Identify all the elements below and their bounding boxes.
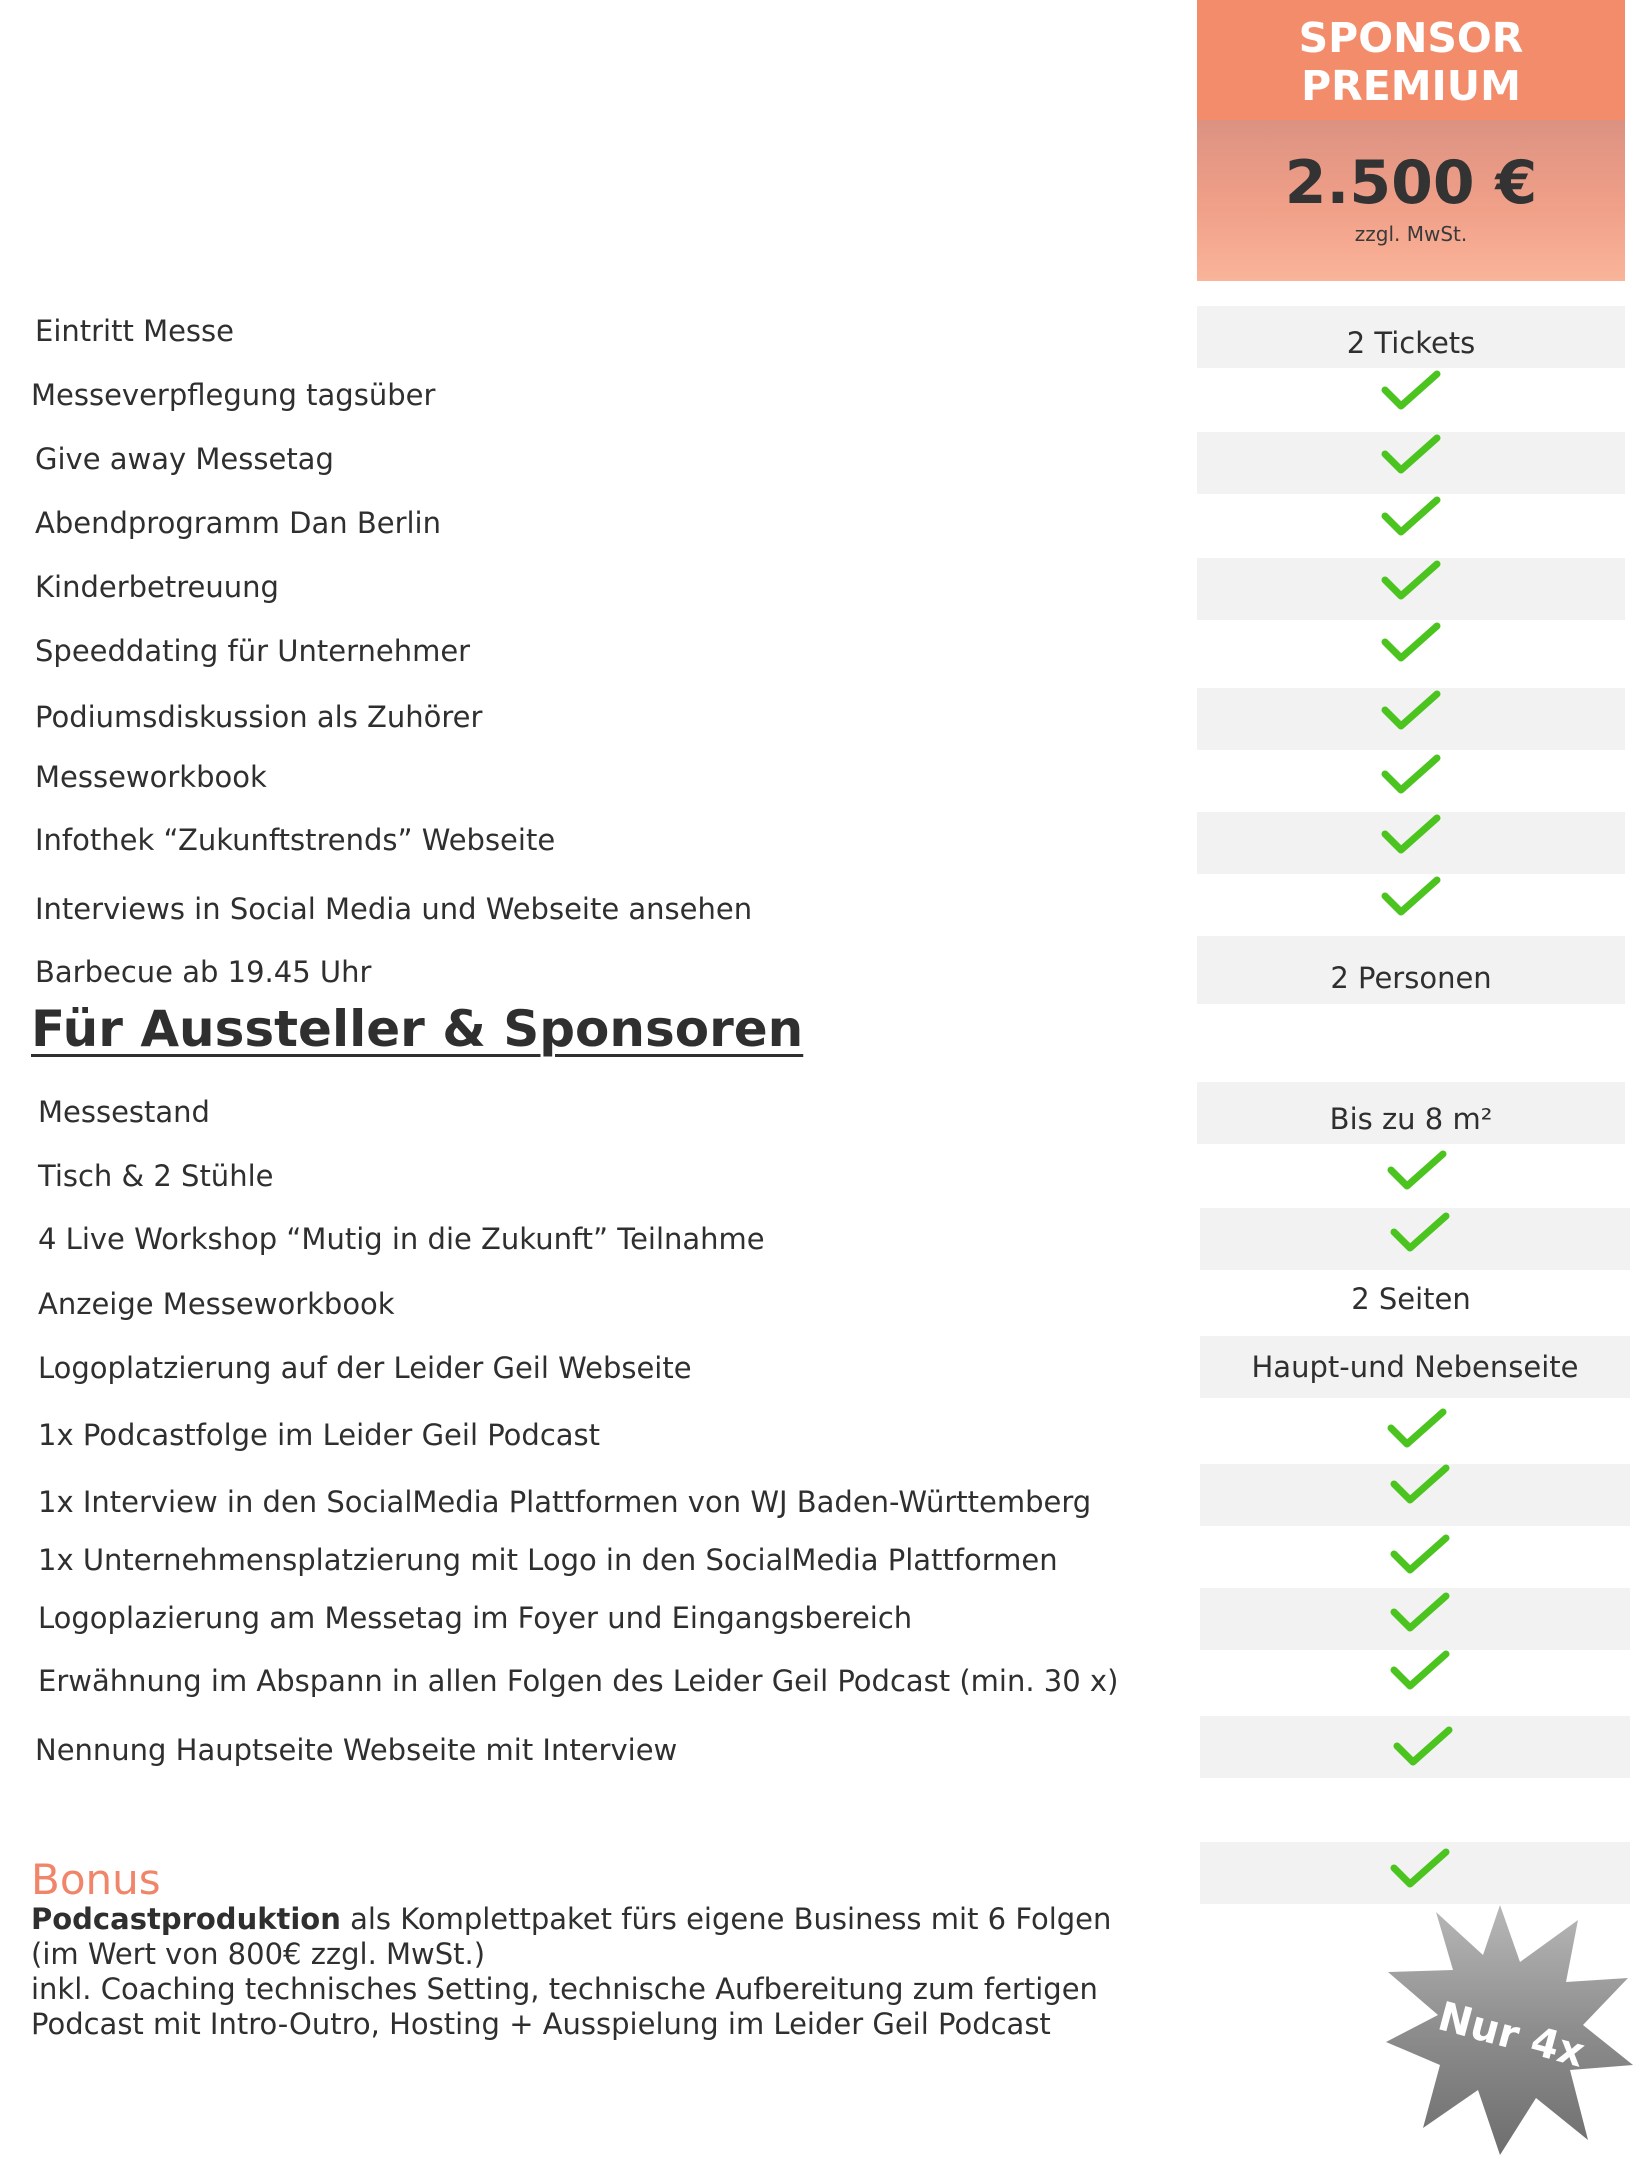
row-value-text: Haupt-und Nebenseite — [1251, 1350, 1579, 1384]
plan-price-note: zzgl. MwSt. — [1354, 222, 1468, 246]
check-icon — [1381, 690, 1441, 732]
bonus-line-1-rest: als Komplettpaket fürs eigene Business mit 6 Folgen — [340, 1902, 1112, 1936]
row-value-text: Bis zu 8 m² — [1329, 1102, 1493, 1136]
row-value-cell — [1197, 688, 1625, 750]
row-label: Logoplazierung am Messetag im Foyer und Eingangsbereich — [38, 1601, 913, 1635]
row-value-cell — [1197, 432, 1625, 494]
row-value-cell — [1200, 1464, 1630, 1526]
check-icon — [1381, 754, 1441, 796]
check-icon — [1381, 814, 1441, 856]
plan-price: 2.500 € — [1284, 148, 1538, 218]
row-value-text: 2 Tickets — [1346, 326, 1476, 360]
row-label: 1x Interview in den SocialMedia Plattformen von WJ Baden-Württemberg — [38, 1485, 1092, 1519]
row-label: Messeworkbook — [35, 760, 267, 794]
row-label: Nennung Hauptseite Webseite mit Interview — [35, 1733, 678, 1767]
row-label: Give away Messetag — [35, 442, 334, 476]
check-icon — [1381, 560, 1441, 602]
check-icon — [1381, 622, 1441, 664]
row-value-cell — [1197, 306, 1625, 368]
row-label: Abendprogramm Dan Berlin — [35, 506, 441, 540]
bonus-line-4: Podcast mit Intro-Outro, Hosting + Ausspielung im Leider Geil Podcast — [31, 2007, 1051, 2041]
row-value-cell — [1197, 1270, 1625, 1332]
row-label: Tisch & 2 Stühle — [38, 1159, 274, 1193]
row-value-cell — [1200, 1716, 1630, 1778]
check-icon — [1390, 1650, 1450, 1692]
row-value-cell — [1197, 750, 1625, 812]
check-icon — [1393, 1726, 1453, 1768]
bonus-title: Bonus — [31, 1855, 161, 1904]
row-value-cell — [1197, 1526, 1625, 1588]
row-label: Logoplatzierung auf der Leider Geil Webseite — [38, 1351, 692, 1385]
row-label: Eintritt Messe — [35, 314, 234, 348]
check-icon — [1381, 434, 1441, 476]
bonus-line-2: (im Wert von 800€ zzgl. MwSt.) — [31, 1937, 486, 1971]
row-label: Podiumsdiskussion als Zuhörer — [35, 700, 483, 734]
row-value-text: 2 Personen — [1330, 961, 1492, 995]
row-value-cell — [1197, 620, 1625, 682]
check-icon — [1387, 1408, 1447, 1450]
row-label: Interviews in Social Media und Webseite ansehen — [35, 892, 753, 926]
row-value-cell — [1197, 1082, 1625, 1144]
row-label: Messestand — [38, 1095, 210, 1129]
row-label: Messeverpflegung tagsüber — [31, 378, 436, 412]
row-label: Kinderbetreuung — [35, 570, 279, 604]
check-icon — [1381, 496, 1441, 538]
row-label: Speeddating für Unternehmer — [35, 634, 471, 668]
check-icon — [1390, 1592, 1450, 1634]
row-value-cell — [1197, 812, 1625, 874]
bonus-line-3: inkl. Coaching technisches Setting, technische Aufbereitung zum fertigen — [31, 1972, 1098, 2006]
row-value-cell — [1200, 1336, 1630, 1398]
check-icon — [1381, 370, 1441, 412]
bonus-description — [31, 1902, 1171, 2042]
limited-offer-badge — [1378, 1890, 1638, 2160]
check-icon — [1390, 1212, 1450, 1254]
row-value-cell — [1197, 1400, 1625, 1462]
badge-text: Nur 4x — [1433, 1993, 1590, 2077]
row-value-cell — [1200, 1208, 1630, 1270]
row-value-cell — [1197, 936, 1625, 1004]
row-value-cell — [1197, 1648, 1625, 1710]
row-label: 1x Podcastfolge im Leider Geil Podcast — [38, 1418, 601, 1452]
row-value-cell — [1200, 1588, 1630, 1650]
row-value-text: 2 Seiten — [1351, 1282, 1471, 1316]
check-icon — [1390, 1534, 1450, 1576]
bonus-highlight: Podcastproduktion — [31, 1902, 341, 1936]
plan-name-line1: SPONSOR — [1298, 14, 1524, 62]
plan-name — [1197, 14, 1625, 110]
row-label: Erwähnung im Abspann in allen Folgen des Leider Geil Podcast (min. 30 x) — [38, 1664, 1119, 1698]
row-value-cell — [1197, 558, 1625, 620]
plan-header-card — [1197, 0, 1625, 281]
plan-name-line2: PREMIUM — [1301, 62, 1521, 110]
row-value-cell — [1197, 874, 1625, 936]
check-icon — [1387, 1150, 1447, 1192]
section-title: Für Aussteller & Sponsoren — [31, 1000, 804, 1058]
row-value-cell — [1197, 368, 1625, 430]
check-icon — [1390, 1848, 1450, 1890]
row-value-cell — [1197, 494, 1625, 556]
row-label: Barbecue ab 19.45 Uhr — [35, 955, 372, 989]
check-icon — [1390, 1464, 1450, 1506]
row-label: Anzeige Messeworkbook — [38, 1287, 395, 1321]
row-label: Infothek “Zukunftstrends” Webseite — [35, 823, 556, 857]
row-label: 4 Live Workshop “Mutig in die Zukunft” Teilnahme — [38, 1222, 765, 1256]
check-icon — [1381, 876, 1441, 918]
row-value-cell — [1197, 1146, 1625, 1208]
row-label: 1x Unternehmensplatzierung mit Logo in den SocialMedia Plattformen — [38, 1543, 1058, 1577]
bonus-line-1 — [31, 1902, 1171, 1937]
